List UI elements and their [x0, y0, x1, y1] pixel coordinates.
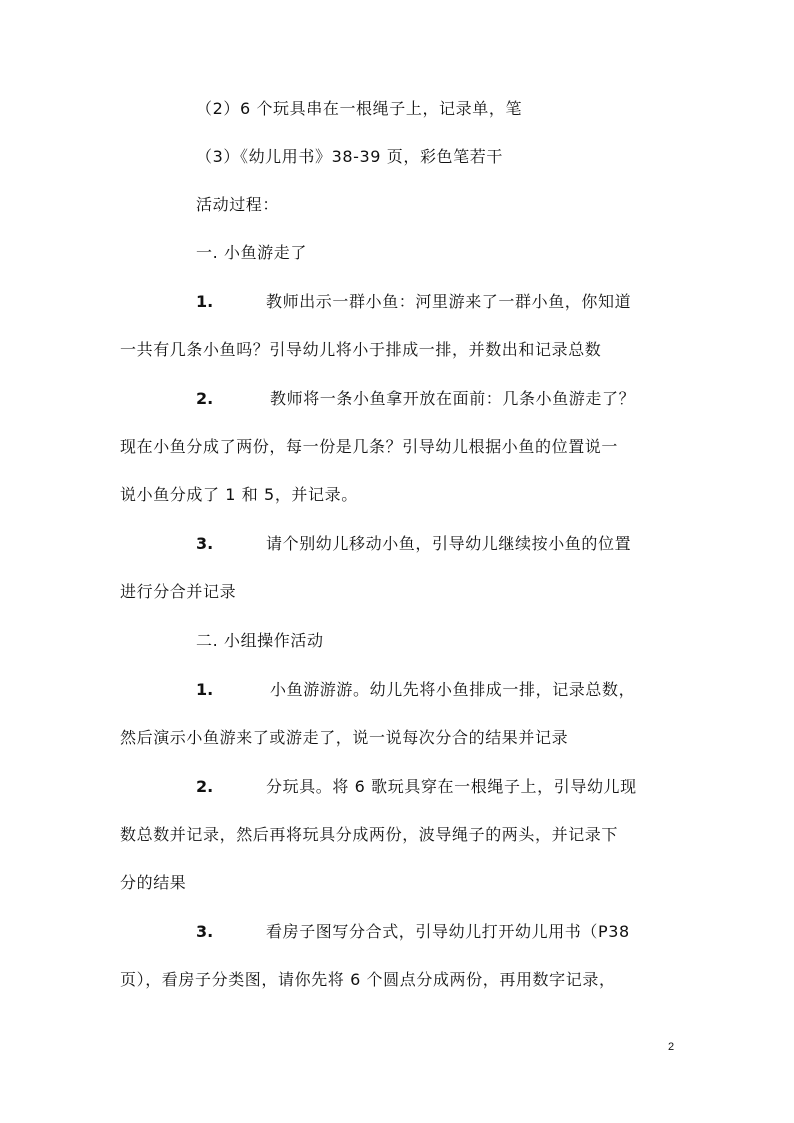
paragraph-line: 小鱼游游游。幼儿先将小鱼排成一排，记录总数，	[270, 680, 636, 699]
list-number: 3.	[196, 922, 214, 941]
paragraph-line: 进行分合并记录	[120, 582, 237, 601]
paragraph-line: 然后演示小鱼游来了或游走了，说一说每次分合的结果并记录	[120, 728, 569, 747]
list-number: 1.	[196, 292, 214, 311]
material-item-2: （2）6 个玩具串在一根绳子上，记录单，笔	[196, 99, 523, 118]
section-heading-1: 一. 小鱼游走了	[196, 243, 307, 262]
paragraph-line: 看房子图写分合式，引导幼儿打开幼儿用书（P38	[266, 922, 630, 941]
section-heading-process: 活动过程：	[196, 195, 280, 214]
list-number: 3.	[196, 534, 214, 553]
list-number: 2.	[196, 777, 214, 796]
paragraph-line: 分的结果	[120, 873, 187, 892]
material-item-3: （3）《幼儿用书》38-39 页，彩色笔若干	[196, 147, 503, 166]
list-number: 1.	[196, 680, 214, 699]
paragraph-line: 教师将一条小鱼拿开放在面前：几条小鱼游走了？	[270, 389, 636, 408]
paragraph-line: 分玩具。将 6 歌玩具穿在一根绳子上，引导幼儿现	[266, 777, 637, 796]
paragraph-line: 页），看房子分类图，请你先将 6 个圆点分成两份，再用数字记录，	[120, 970, 616, 989]
section-heading-2: 二. 小组操作活动	[196, 631, 324, 650]
paragraph-line: 教师出示一群小鱼：河里游来了一群小鱼，你知道	[266, 292, 632, 311]
paragraph-line: 请个别幼儿移动小鱼，引导幼儿继续按小鱼的位置	[266, 534, 632, 553]
list-number: 2.	[196, 389, 214, 408]
paragraph-line: 数总数并记录，然后再将玩具分成两份，波导绳子的两头，并记录下	[120, 825, 619, 844]
paragraph-line: 说小鱼分成了 1 和 5，并记录。	[120, 485, 358, 504]
paragraph-line: 现在小鱼分成了两份，每一份是几条？引导幼儿根据小鱼的位置说一	[120, 437, 619, 456]
paragraph-line: 一共有几条小鱼吗？引导幼儿将小于排成一排，并数出和记录总数	[120, 340, 602, 359]
page-number: 2	[668, 1041, 675, 1053]
